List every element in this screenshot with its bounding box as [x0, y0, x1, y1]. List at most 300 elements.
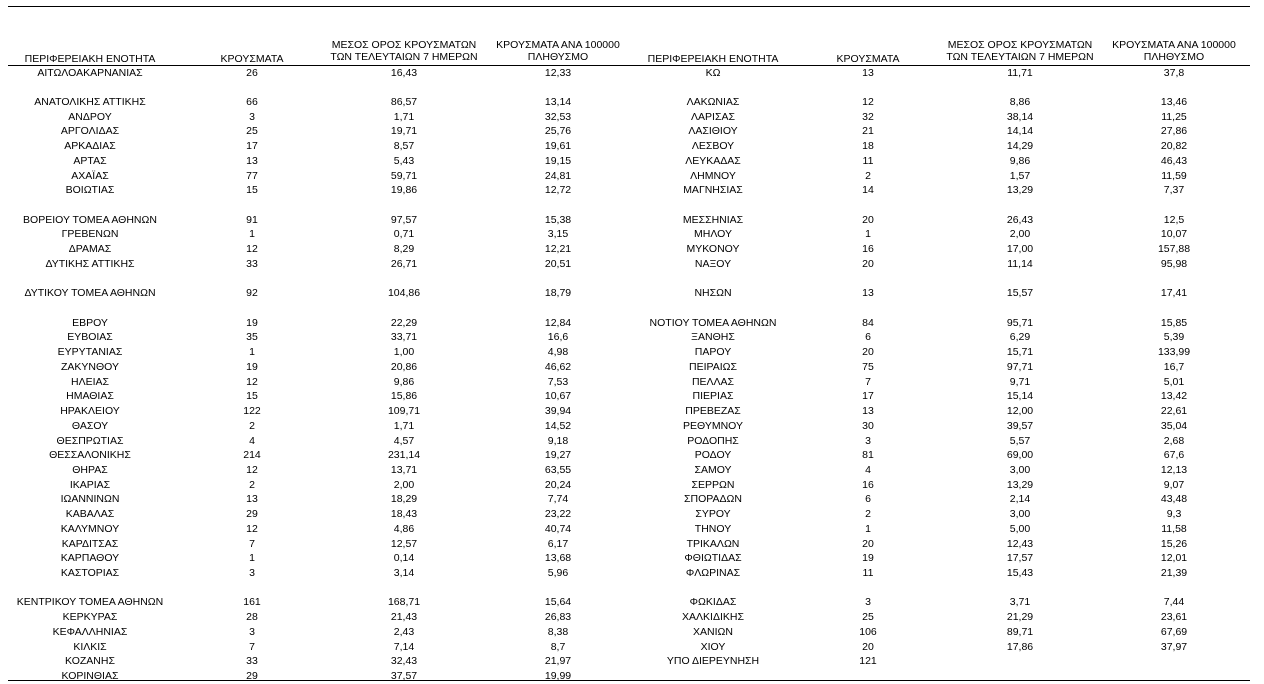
rate-per-100k-value: 22,61 [1160, 405, 1188, 418]
region-name: ΕΒΡΟΥ [72, 316, 108, 329]
avg-7day-value: 18,29 [390, 493, 418, 506]
region-name: ΛΑΣΙΘΙΟΥ [688, 125, 738, 138]
avg-7day-value: 2,14 [1009, 493, 1031, 506]
header-avg-left [324, 39, 484, 63]
region-name: ΠΑΡΟΥ [694, 346, 732, 359]
avg-7day-value: 89,71 [1006, 625, 1034, 638]
avg-7day-value: 2,00 [1009, 228, 1031, 241]
region-name: ΦΛΩΡΙΝΑΣ [685, 566, 741, 579]
avg-7day-value: 8,57 [393, 140, 415, 153]
rate-per-100k-value: 20,51 [544, 257, 572, 270]
rate-per-100k-value: 32,53 [544, 110, 572, 123]
cases-value: 19 [862, 552, 874, 565]
cases-value: 15 [246, 184, 258, 197]
rate-per-100k-value: 95,98 [1160, 257, 1188, 270]
cases-value: 2 [865, 508, 871, 521]
cases-value: 17 [862, 390, 874, 403]
cases-value: 1 [865, 228, 871, 241]
rate-per-100k-value: 7,44 [1163, 596, 1185, 609]
avg-7day-value: 1,71 [393, 419, 415, 432]
region-name: ΑΡΓΟΛΙΔΑΣ [60, 125, 120, 138]
avg-7day-value: 1,71 [393, 110, 415, 123]
avg-7day-value: 4,86 [393, 522, 415, 535]
avg-7day-value: 109,71 [387, 405, 421, 418]
rate-per-100k-value: 9,07 [1163, 478, 1185, 491]
rate-per-100k-value: 24,81 [544, 169, 572, 182]
region-name: ΜΥΚΟΝΟΥ [686, 243, 740, 256]
avg-7day-value: 37,57 [390, 670, 418, 683]
cases-value: 7 [249, 537, 255, 550]
rate-per-100k-value: 19,99 [544, 670, 572, 683]
cases-value: 3 [249, 566, 255, 579]
cases-value: 77 [246, 169, 258, 182]
rate-per-100k-value: 12,01 [1160, 552, 1188, 565]
cases-value: 7 [249, 640, 255, 653]
avg-7day-value: 15,14 [1006, 390, 1034, 403]
avg-7day-value: 11,14 [1007, 257, 1033, 270]
top-rule [8, 6, 1250, 7]
cases-value: 21 [862, 125, 874, 138]
rate-per-100k-value: 10,07 [1160, 228, 1188, 241]
avg-7day-value: 86,57 [390, 95, 418, 108]
avg-7day-value: 1,00 [393, 346, 415, 359]
region-name: ΚΑΡΠΑΘΟΥ [60, 552, 120, 565]
cases-value: 66 [246, 95, 258, 108]
rate-per-100k-value: 5,01 [1163, 375, 1185, 388]
rate-per-100k-value: 157,88 [1157, 243, 1191, 256]
rate-per-100k-value: 37,97 [1160, 640, 1188, 653]
avg-7day-value: 21,29 [1006, 611, 1034, 624]
rate-per-100k-value: 7,37 [1163, 184, 1185, 197]
cases-value: 2 [249, 419, 255, 432]
header-region-left: ΠΕΡΙΦΕΡΕΙΑΚΗ ΕΝΟΤΗΤΑ [24, 53, 156, 65]
avg-7day-value: 9,86 [393, 375, 415, 388]
cases-value: 122 [243, 405, 261, 418]
avg-7day-value: 26,43 [1006, 213, 1034, 226]
avg-7day-value: 20,86 [390, 360, 418, 373]
rate-per-100k-value: 2,68 [1163, 434, 1185, 447]
avg-7day-value: 5,00 [1009, 522, 1031, 535]
cases-value: 1 [249, 346, 255, 359]
avg-7day-value: 5,43 [393, 154, 415, 167]
cases-value: 11 [862, 566, 874, 579]
rate-per-100k-value: 21,39 [1160, 566, 1188, 579]
region-name: ΛΗΜΝΟΥ [690, 169, 736, 182]
region-name: ΛΕΣΒΟΥ [691, 140, 735, 153]
region-name: ΤΗΝΟΥ [694, 522, 732, 535]
rate-per-100k-value: 12,72 [544, 184, 572, 197]
avg-7day-value: 17,57 [1006, 552, 1034, 565]
rate-per-100k-value: 37,8 [1163, 66, 1185, 79]
region-name: ΑΡΚΑΔΙΑΣ [64, 140, 116, 153]
cases-value: 81 [862, 449, 874, 462]
rate-per-100k-value: 17,41 [1160, 287, 1188, 300]
avg-7day-value: 21,43 [390, 611, 418, 624]
region-name: ΠΙΕΡΙΑΣ [692, 390, 734, 403]
region-name: ΤΡΙΚΑΛΩΝ [686, 537, 740, 550]
region-name: ΝΟΤΙΟΥ ΤΟΜΕΑ ΑΘΗΝΩΝ [649, 316, 777, 329]
header-cases-left: ΚΡΟΥΣΜΑΤΑ [220, 53, 284, 65]
cases-value: 25 [246, 125, 258, 138]
header-rate-line2: ΠΛΗΘΥΣΜΟ [1143, 51, 1205, 63]
cases-value: 13 [862, 66, 874, 79]
rate-per-100k-value: 16,6 [547, 331, 569, 344]
avg-7day-value: 15,71 [1006, 346, 1034, 359]
rate-per-100k-value: 7,74 [547, 493, 569, 506]
cases-value: 1 [865, 522, 871, 535]
header-avg-line2: ΤΩΝ ΤΕΛΕΥΤΑΙΩΝ 7 ΗΜΕΡΩΝ [946, 51, 1094, 63]
avg-7day-value: 13,29 [1006, 184, 1034, 197]
rate-per-100k-value: 8,7 [550, 640, 566, 653]
rate-per-100k-value: 5,96 [547, 566, 569, 579]
header-avg-line2: ΤΩΝ ΤΕΛΕΥΤΑΙΩΝ 7 ΗΜΕΡΩΝ [330, 51, 478, 63]
avg-7day-value: 59,71 [390, 169, 418, 182]
region-name: ΒΟΙΩΤΙΑΣ [65, 184, 115, 197]
cases-value: 29 [246, 508, 258, 521]
region-name: ΦΩΚΙΔΑΣ [689, 596, 737, 609]
avg-7day-value: 17,00 [1006, 243, 1034, 256]
region-name: ΔΥΤΙΚΟΥ ΤΟΜΕΑ ΑΘΗΝΩΝ [24, 287, 156, 300]
cases-value: 121 [859, 655, 877, 668]
cases-value: 15 [246, 390, 258, 403]
avg-7day-value: 6,29 [1009, 331, 1031, 344]
rate-per-100k-value: 5,39 [1163, 331, 1185, 344]
cases-value: 13 [862, 287, 874, 300]
rate-per-100k-value: 13,42 [1160, 390, 1188, 403]
region-name: ΙΚΑΡΙΑΣ [69, 478, 111, 491]
cases-value: 3 [249, 110, 255, 123]
rate-per-100k-value: 3,15 [547, 228, 569, 241]
avg-7day-value: 8,29 [393, 243, 415, 256]
avg-7day-value: 12,00 [1006, 405, 1034, 418]
rate-per-100k-value: 16,7 [1163, 360, 1185, 373]
region-name: ΣΕΡΡΩΝ [691, 478, 735, 491]
cases-value: 161 [243, 596, 261, 609]
region-name: ΗΡΑΚΛΕΙΟΥ [60, 405, 120, 418]
region-name: ΕΥΡΥΤΑΝΙΑΣ [57, 346, 123, 359]
rate-per-100k-value: 133,99 [1157, 346, 1191, 359]
rate-per-100k-value: 6,17 [547, 537, 569, 550]
cases-value: 84 [862, 316, 874, 329]
avg-7day-value: 0,71 [393, 228, 415, 241]
avg-7day-value: 38,14 [1006, 110, 1034, 123]
region-name: ΘΕΣΠΡΩΤΙΑΣ [56, 434, 124, 447]
avg-7day-value: 104,86 [387, 287, 421, 300]
cases-value: 12 [246, 243, 258, 256]
avg-7day-value: 2,00 [393, 478, 415, 491]
rate-per-100k-value: 11,58 [1161, 522, 1187, 535]
cases-value: 20 [862, 257, 874, 270]
cases-value: 12 [862, 95, 874, 108]
cases-value: 7 [865, 375, 871, 388]
avg-7day-value: 15,57 [1006, 287, 1034, 300]
region-name: ΓΡΕΒΕΝΩΝ [61, 228, 119, 241]
region-name: ΧΑΝΙΩΝ [693, 625, 733, 638]
avg-7day-value: 3,00 [1009, 508, 1031, 521]
rate-per-100k-value: 46,43 [1160, 154, 1188, 167]
region-name: ΜΑΓΝΗΣΙΑΣ [683, 184, 743, 197]
rate-per-100k-value: 19,61 [544, 140, 572, 153]
cases-value: 2 [249, 478, 255, 491]
region-name: ΛΑΚΩΝΙΑΣ [686, 95, 740, 108]
header-region-right: ΠΕΡΙΦΕΡΕΙΑΚΗ ΕΝΟΤΗΤΑ [647, 53, 779, 65]
avg-7day-value: 8,86 [1009, 95, 1031, 108]
region-name: ΠΡΕΒΕΖΑΣ [685, 405, 741, 418]
header-avg-line1: ΜΕΣΟΣ ΟΡΟΣ ΚΡΟΥΣΜΑΤΩΝ [947, 39, 1093, 51]
rate-per-100k-value: 12,21 [544, 243, 572, 256]
rate-per-100k-value: 67,6 [1163, 449, 1185, 462]
cases-value: 16 [862, 478, 874, 491]
avg-7day-value: 97,57 [390, 213, 418, 226]
avg-7day-value: 168,71 [387, 596, 421, 609]
cases-value: 20 [862, 346, 874, 359]
header-rate-line1: ΚΡΟΥΣΜΑΤΑ ΑΝΑ 100000 [496, 39, 620, 51]
cases-value: 30 [862, 419, 874, 432]
rate-per-100k-value: 19,15 [544, 154, 572, 167]
avg-7day-value: 7,14 [393, 640, 415, 653]
cases-value: 35 [246, 331, 258, 344]
rate-per-100k-value: 18,79 [544, 287, 572, 300]
cases-value: 13 [862, 405, 874, 418]
avg-7day-value: 1,57 [1009, 169, 1031, 182]
rate-per-100k-value: 12,33 [544, 66, 572, 79]
rate-per-100k-value: 9,3 [1166, 508, 1182, 521]
region-name: ΕΥΒΟΙΑΣ [67, 331, 113, 344]
bottom-rule [8, 680, 1250, 681]
rate-per-100k-value: 40,74 [544, 522, 572, 535]
cases-value: 33 [246, 257, 258, 270]
region-name: ΔΡΑΜΑΣ [68, 243, 112, 256]
cases-value: 19 [246, 316, 258, 329]
region-name: ΑΝΑΤΟΛΙΚΗΣ ΑΤΤΙΚΗΣ [34, 95, 146, 108]
avg-7day-value: 19,71 [390, 125, 418, 138]
rate-per-100k-value: 4,98 [547, 346, 569, 359]
avg-7day-value: 11,71 [1007, 66, 1033, 79]
avg-7day-value: 2,43 [393, 625, 415, 638]
avg-7day-value: 14,14 [1006, 125, 1034, 138]
cases-value: 3 [865, 596, 871, 609]
cases-value: 17 [246, 140, 258, 153]
region-name: ΡΕΘΥΜΝΟΥ [682, 419, 743, 432]
header-rate-line2: ΠΛΗΘΥΣΜΟ [527, 51, 589, 63]
rate-per-100k-value: 25,76 [544, 125, 572, 138]
rate-per-100k-value: 21,97 [544, 655, 572, 668]
region-name: ΜΗΛΟΥ [694, 228, 732, 241]
cases-value: 28 [246, 611, 258, 624]
rate-per-100k-value: 20,24 [544, 478, 572, 491]
region-name: ΘΑΣΟΥ [71, 419, 109, 432]
rate-per-100k-value: 27,86 [1160, 125, 1188, 138]
avg-7day-value: 12,57 [390, 537, 418, 550]
region-name: ΚΑΛΥΜΝΟΥ [60, 522, 120, 535]
cases-value: 1 [249, 228, 255, 241]
cases-value: 18 [862, 140, 874, 153]
region-name: ΑΡΤΑΣ [73, 154, 107, 167]
rate-per-100k-value: 19,27 [544, 449, 572, 462]
cases-value: 4 [865, 463, 871, 476]
header-cases-right: ΚΡΟΥΣΜΑΤΑ [836, 53, 900, 65]
cases-value: 3 [249, 625, 255, 638]
region-name: ΣΥΡΟΥ [695, 508, 731, 521]
rate-per-100k-value: 15,38 [544, 213, 572, 226]
rate-per-100k-value: 46,62 [544, 360, 572, 373]
header-rate-left [480, 39, 636, 63]
rate-per-100k-value: 26,83 [544, 611, 572, 624]
avg-7day-value: 17,86 [1006, 640, 1034, 653]
cases-value: 25 [862, 611, 874, 624]
region-name: ΗΜΑΘΙΑΣ [66, 390, 114, 403]
rate-per-100k-value: 7,53 [547, 375, 569, 388]
avg-7day-value: 26,71 [390, 257, 418, 270]
avg-7day-value: 16,43 [390, 66, 418, 79]
region-name: ΚΙΛΚΙΣ [73, 640, 107, 653]
rate-per-100k-value: 15,26 [1160, 537, 1188, 550]
rate-per-100k-value: 11,25 [1161, 110, 1187, 123]
region-name: ΖΑΚΥΝΘΟΥ [60, 360, 119, 373]
avg-7day-value: 18,43 [390, 508, 418, 521]
avg-7day-value: 33,71 [390, 331, 418, 344]
cases-value: 32 [862, 110, 874, 123]
cases-value: 16 [862, 243, 874, 256]
region-name: ΚΩ [705, 66, 721, 79]
region-name: ΒΟΡΕΙΟΥ ΤΟΜΕΑ ΑΘΗΝΩΝ [23, 213, 157, 226]
avg-7day-value: 13,29 [1006, 478, 1034, 491]
rate-per-100k-value: 13,14 [544, 95, 572, 108]
region-name: ΣΑΜΟΥ [694, 463, 732, 476]
region-name: ΑΝΔΡΟΥ [68, 110, 112, 123]
rate-per-100k-value: 39,94 [544, 405, 572, 418]
region-name: ΚΟΖΑΝΗΣ [65, 655, 115, 668]
header-avg-line1: ΜΕΣΟΣ ΟΡΟΣ ΚΡΟΥΣΜΑΤΩΝ [331, 39, 477, 51]
cases-value: 20 [862, 640, 874, 653]
avg-7day-value: 9,71 [1009, 375, 1031, 388]
cases-value: 20 [862, 213, 874, 226]
rate-per-100k-value [1103, 654, 1245, 669]
cases-value: 14 [862, 184, 874, 197]
region-name: ΚΕΦΑΛΛΗΝΙΑΣ [52, 625, 128, 638]
rate-per-100k-value: 15,64 [544, 596, 572, 609]
rate-per-100k-value: 12,84 [544, 316, 572, 329]
cases-value: 75 [862, 360, 874, 373]
region-name: ΚΕΡΚΥΡΑΣ [62, 611, 118, 624]
cases-value: 12 [246, 375, 258, 388]
cases-value: 11 [862, 154, 874, 167]
rate-per-100k-value: 8,38 [547, 625, 569, 638]
rate-per-100k-value: 13,46 [1160, 95, 1188, 108]
cases-value: 92 [246, 287, 258, 300]
avg-7day-value: 231,14 [387, 449, 421, 462]
avg-7day-value: 12,43 [1006, 537, 1034, 550]
avg-7day-value: 4,57 [393, 434, 415, 447]
region-name: ΝΑΞΟΥ [694, 257, 732, 270]
rate-per-100k-value: 35,04 [1160, 419, 1188, 432]
cases-value: 91 [246, 213, 258, 226]
rate-per-100k-value: 43,48 [1160, 493, 1188, 506]
region-name: ΡΟΔΟΠΗΣ [687, 434, 739, 447]
region-name: ΜΕΣΣΗΝΙΑΣ [682, 213, 744, 226]
cases-value: 13 [246, 493, 258, 506]
rate-per-100k-value: 12,13 [1160, 463, 1188, 476]
rate-per-100k-value: 13,68 [544, 552, 572, 565]
avg-7day-value: 3,14 [393, 566, 415, 579]
avg-7day-value: 19,86 [390, 184, 418, 197]
cases-value: 33 [246, 655, 258, 668]
cases-value: 19 [246, 360, 258, 373]
cases-value: 2 [865, 169, 871, 182]
region-name: ΧΙΟΥ [700, 640, 726, 653]
avg-7day-value: 15,43 [1006, 566, 1034, 579]
region-name: ΔΥΤΙΚΗΣ ΑΤΤΙΚΗΣ [45, 257, 135, 270]
avg-7day-value: 97,71 [1006, 360, 1034, 373]
cases-value: 6 [865, 493, 871, 506]
header-avg-right [940, 39, 1100, 63]
cases-value: 20 [862, 537, 874, 550]
region-name: ΣΠΟΡΑΔΩΝ [684, 493, 742, 506]
region-name: ΛΑΡΙΣΑΣ [691, 110, 735, 123]
avg-7day-value: 14,29 [1006, 140, 1034, 153]
region-name: ΘΗΡΑΣ [72, 463, 108, 476]
region-name: ΑΙΤΩΛΟΑΚΑΡΝΑΝΙΑΣ [37, 66, 143, 79]
rate-per-100k-value: 14,52 [544, 419, 572, 432]
avg-7day-value: 3,71 [1009, 596, 1031, 609]
region-name: ΧΑΛΚΙΔΙΚΗΣ [682, 611, 744, 624]
rate-per-100k-value: 23,22 [544, 508, 572, 521]
rate-per-100k-value: 23,61 [1160, 611, 1188, 624]
cases-value: 106 [859, 625, 877, 638]
region-name: ΝΗΣΩΝ [694, 287, 732, 300]
region-name: ΙΩΑΝΝΙΝΩΝ [60, 493, 120, 506]
header-rate-right [1096, 39, 1252, 63]
cases-value: 214 [243, 449, 261, 462]
avg-7day-value: 32,43 [390, 655, 418, 668]
region-name: ΛΕΥΚΑΔΑΣ [685, 154, 741, 167]
rate-per-100k-value: 63,55 [544, 463, 572, 476]
header-rate-line1: ΚΡΟΥΣΜΑΤΑ ΑΝΑ 100000 [1112, 39, 1236, 51]
avg-7day-value: 0,14 [393, 552, 415, 565]
region-name: ΚΑΒΑΛΑΣ [65, 508, 115, 521]
region-name: ΚΑΣΤΟΡΙΑΣ [60, 566, 120, 579]
avg-7day-value: 22,29 [390, 316, 418, 329]
region-name: ΗΛΕΙΑΣ [70, 375, 109, 388]
rate-per-100k-value: 9,18 [547, 434, 569, 447]
region-name: ΦΘΙΩΤΙΔΑΣ [684, 552, 742, 565]
avg-7day-value: 13,71 [390, 463, 418, 476]
avg-7day-value: 69,00 [1006, 449, 1034, 462]
cases-value: 1 [249, 552, 255, 565]
avg-7day-value [950, 654, 1090, 669]
rate-per-100k-value: 67,69 [1160, 625, 1188, 638]
cases-value: 6 [865, 331, 871, 344]
rate-per-100k-value: 11,59 [1161, 169, 1187, 182]
avg-7day-value: 15,86 [390, 390, 418, 403]
cases-value: 13 [246, 154, 258, 167]
region-name: ΠΕΙΡΑΙΩΣ [689, 360, 737, 373]
avg-7day-value: 9,86 [1009, 154, 1031, 167]
cases-value: 4 [249, 434, 255, 447]
rate-per-100k-value: 20,82 [1160, 140, 1188, 153]
region-name: ΞΑΝΘΗΣ [691, 331, 735, 344]
rate-per-100k-value: 12,5 [1163, 213, 1185, 226]
cases-value: 29 [246, 670, 258, 683]
avg-7day-value: 5,57 [1009, 434, 1031, 447]
cases-value: 3 [865, 434, 871, 447]
rate-per-100k-value: 15,85 [1160, 316, 1188, 329]
cases-value: 26 [246, 66, 258, 79]
region-name: ΥΠΟ ΔΙΕΡΕΥΝΗΣΗ [666, 655, 760, 668]
region-name: ΚΑΡΔΙΤΣΑΣ [61, 537, 119, 550]
rate-per-100k-value: 10,67 [544, 390, 572, 403]
avg-7day-value: 3,00 [1009, 463, 1031, 476]
